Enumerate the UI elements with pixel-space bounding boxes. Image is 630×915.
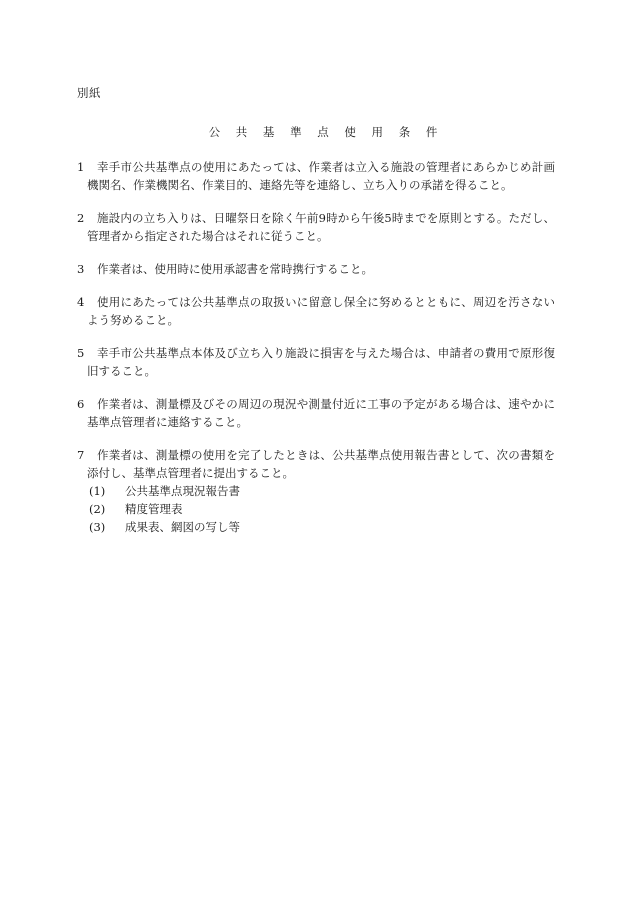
condition-item [77,260,555,278]
condition-item [77,209,555,245]
condition-number: 5 [77,346,85,360]
condition-number: 7 [77,448,85,462]
attachment-text: 精度管理表 [125,502,183,516]
condition-text: 作業者は、使用時に使用承認書を常時携行すること。 [97,262,373,276]
document-title: 公 共 基 準 点 使 用 条 件 [208,125,444,139]
condition-item [77,344,555,380]
condition-text: 作業者は、測量標及びその周辺の現況や測量付近に工事の予定がある場合は、速やかに基準点管理者に連絡すること。 [87,397,555,429]
condition-text: 使用にあたっては公共基準点の取扱いに留意し保全に努めるとともに、周辺を汚さないよう努めること。 [87,295,555,327]
attachment-item [89,482,555,500]
condition-item [77,293,555,329]
condition-item [77,446,555,536]
attachment-number: (2) [89,502,106,516]
annex-label: 別紙 [77,86,101,100]
attachment-item [89,500,555,518]
condition-text: 施設内の立ち入りは、日曜祭日を除く午前9時から午後5時までを原則とする。ただし、管理者から指定された場合はそれに従うこと。 [87,211,555,243]
attachment-number: (3) [89,520,106,534]
condition-number: 4 [77,295,85,309]
attachment-list [89,482,555,536]
condition-number: 1 [77,160,85,174]
condition-item [77,158,555,194]
condition-item [77,395,555,431]
condition-text: 幸手市公共基準点の使用にあたっては、作業者は立入る施設の管理者にあらかじめ計画機関名、作業機関名、作業目的、連絡先等を連絡し、立ち入りの承諾を得ること。 [87,160,555,192]
conditions-list [77,158,555,551]
condition-number: 3 [77,262,85,276]
attachment-text: 成果表、網図の写し等 [125,520,240,534]
attachment-number: (1) [89,484,106,498]
condition-number: 2 [77,211,85,225]
attachment-text: 公共基準点現況報告書 [125,484,240,498]
condition-number: 6 [77,397,85,411]
attachment-item [89,518,555,536]
condition-text: 作業者は、測量標の使用を完了したときは、公共基準点使用報告書として、次の書類を添付し、基準点管理者に提出すること。 [87,448,555,480]
condition-text: 幸手市公共基準点本体及び立ち入り施設に損害を与えた場合は、申請者の費用で原形復旧すること。 [87,346,555,378]
